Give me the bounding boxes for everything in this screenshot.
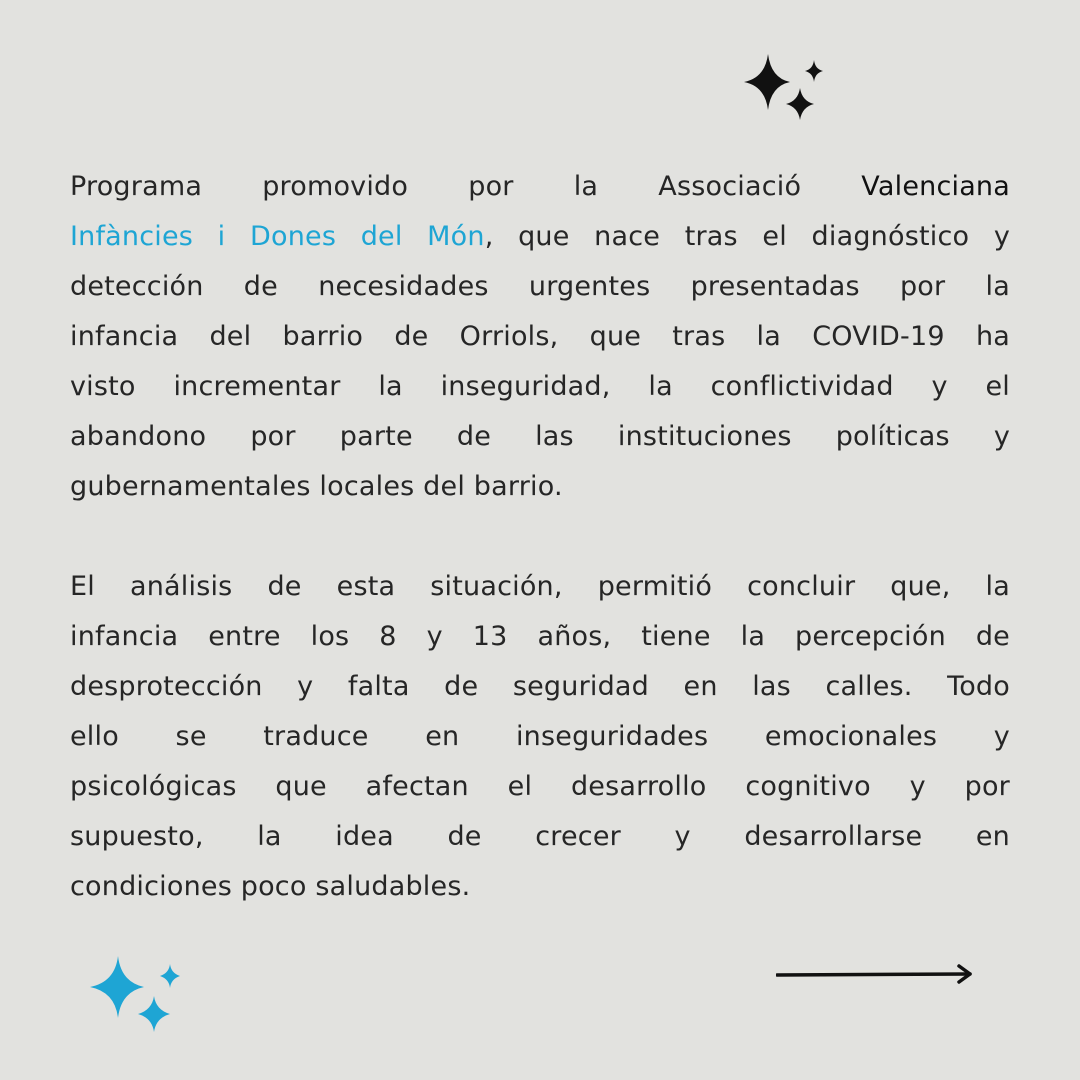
sparkles-icon [88, 954, 184, 1036]
sparkle-medium [138, 996, 170, 1032]
text-line: desprotección y falta de seguridad en las calles. Todo [70, 671, 1010, 702]
text-line: infancia entre los 8 y 13 años, tiene la percepción de [70, 621, 1010, 652]
sparkle-small [160, 964, 180, 988]
text-line: psicológicas que afectan el desarrollo cognitivo y por [70, 771, 1010, 802]
paragraph-2 [70, 562, 1010, 912]
text-line: detección de necesidades urgentes presentadas por la [70, 271, 1010, 302]
text-line: condiciones poco saludables. [70, 871, 471, 902]
arrow-right-icon[interactable] [776, 962, 976, 986]
text-line: Infàncies i Dones del Món, que nace tras el diagnóstico y [70, 221, 1010, 252]
organization-name-part: Valenciana [861, 171, 1010, 202]
paragraph-1 [70, 162, 1010, 512]
text-line: visto incrementar la inseguridad, la conflictividad y el [70, 371, 1010, 402]
text-line: infancia del barrio de Orriols, que tras la COVID-19 ha [70, 321, 1010, 352]
text-line: El análisis de esta situación, permitió concluir que, la [70, 571, 1010, 602]
text-line: ello se traduce en inseguridades emocionales y [70, 721, 1010, 752]
paragraph-gap [70, 512, 1010, 562]
text-line: Programa promovido por la Associació Valenciana [70, 171, 1010, 202]
text-line: supuesto, la idea de crecer y desarrollarse en [70, 821, 1010, 852]
sparkles-icon [740, 52, 830, 124]
sparkle-large [744, 54, 790, 110]
body-text [70, 162, 1010, 912]
organization-name-highlight: Infàncies i Dones del Món [70, 221, 485, 252]
sparkle-large [90, 956, 144, 1018]
text-line: abandono por parte de las instituciones políticas y [70, 421, 1010, 452]
sparkle-small [805, 60, 823, 82]
sparkle-medium [786, 88, 814, 120]
text-line: gubernamentales locales del barrio. [70, 471, 563, 502]
